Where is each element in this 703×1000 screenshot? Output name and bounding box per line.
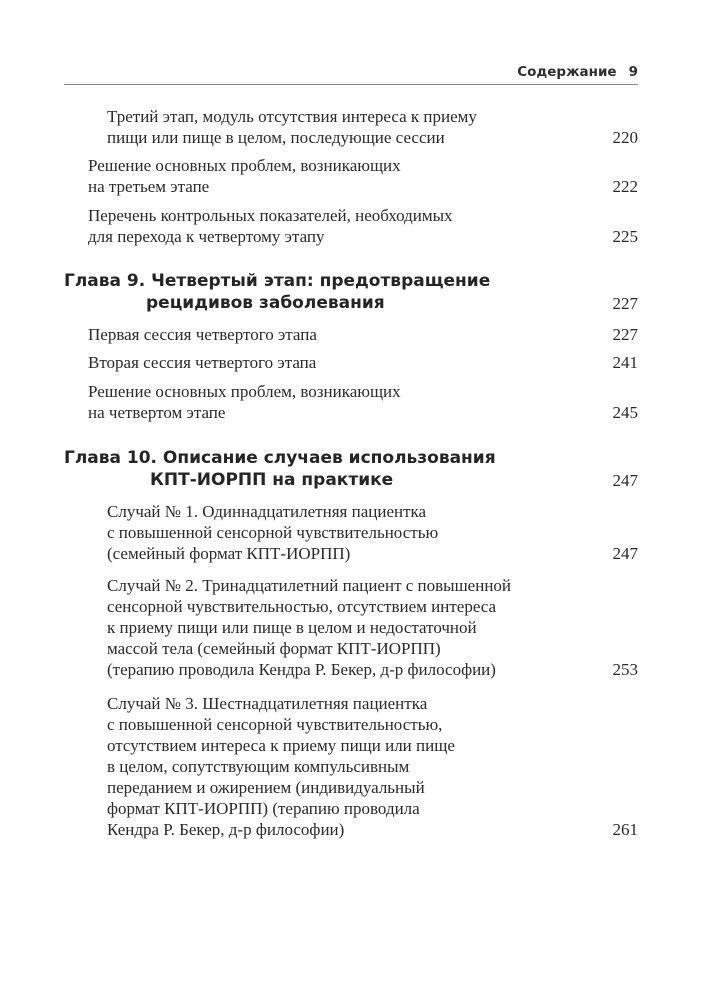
toc-entry-title: Третий этап, модуль отсутствия интереса к приему пищи или пище в целом, последующие сессии [107,107,477,147]
toc-entry[interactable] [88,155,638,197]
toc-entry[interactable] [107,575,638,680]
chapter-title-line-2: рецидивов заболевания [146,293,385,313]
toc-chapter-heading[interactable] [64,270,638,314]
toc-entry[interactable] [88,352,638,373]
toc-entry[interactable] [88,324,638,345]
toc-entry-title: Вторая сессия четвертого этапа [88,353,317,372]
toc-entry-title: Первая сессия четвертого этапа [88,325,317,344]
toc-entry-title: Случай № 3. Шестнадцатилетняя пациентка с повышенной сенсорной чувствительностью, отсутствием интереса к приему пищи или пище в целом, сопутствующим компульсивным переданием и ожирением (индивидуальный формат КПТ-ИОРПП) (терапию проводила Кендра Р. Бекер, д-р философии) [107,694,455,839]
toc-entry-page: 222 [612,177,638,196]
toc-entry-page: 245 [612,403,638,422]
toc-entry-page: 227 [612,294,638,313]
chapter-title-line-1: Глава 9. Четвертый этап: предотвращение [64,271,491,291]
toc-entry-title: Случай № 2. Тринадцатилетний пациент с повышенной сенсорной чувствительностью, отсутствием интереса к приему пищи или пище в целом и недостаточной массой тела (семейный формат КПТ-ИОРПП) (терапию проводила Кендра Р. Бекер, д-р философии) [107,576,512,679]
chapter-title-line-2: КПТ-ИОРПП на практике [150,470,394,490]
toc-entry-page: 247 [612,544,638,563]
running-header [64,64,638,84]
toc-entry-page: 227 [612,325,638,344]
toc-entry-page: 241 [612,353,638,372]
toc-entry-title: Перечень контрольных показателей, необходимых для перехода к четвертому этапу [88,206,453,246]
toc-entry[interactable] [107,106,638,148]
toc-chapter-heading[interactable] [64,447,638,491]
toc-entry[interactable] [88,205,638,247]
toc-entry[interactable] [88,381,638,423]
toc-entry-page: 225 [612,227,638,246]
toc-entry-title: Решение основных проблем, возникающих на четвертом этапе [88,382,401,422]
toc-entry[interactable] [107,501,638,564]
toc-entry-title: Решение основных проблем, возникающих на третьем этапе [88,156,401,196]
toc-entry-title: Случай № 1. Одиннадцатилетняя пациентка с повышенной сенсорной чувствительностью (семейный формат КПТ-ИОРПП) [107,502,439,563]
toc-entry-page: 247 [612,471,638,490]
page-number: 9 [628,64,638,80]
chapter-title-line-1: Глава 10. Описание случаев использования [64,448,496,468]
header-rule [64,84,638,85]
toc-entry[interactable] [107,693,638,840]
toc-entry-page: 220 [612,128,638,147]
toc-entry-page: 261 [612,820,638,839]
toc-entry-page: 253 [612,660,638,679]
running-header-section: Содержание [517,64,617,80]
